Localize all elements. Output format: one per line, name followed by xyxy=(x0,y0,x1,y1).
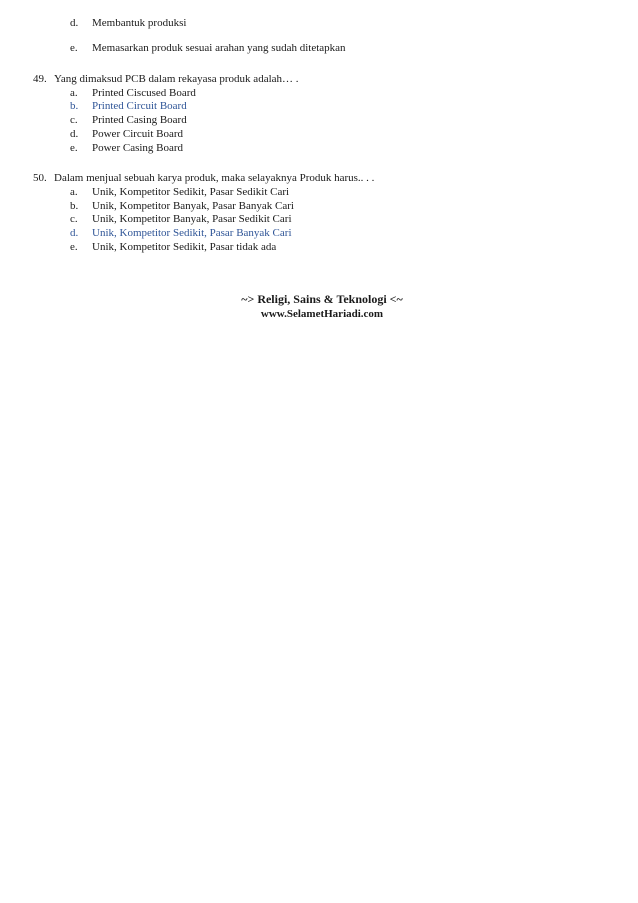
question-text: Yang dimaksud PCB dalam rekayasa produk adalah… . xyxy=(54,73,299,85)
option-text: Memasarkan produk sesuai arahan yang sudah ditetapkan xyxy=(92,42,346,54)
option-letter: a. xyxy=(70,87,78,99)
option-letter: d. xyxy=(70,128,79,140)
option-text: Unik, Kompetitor Sedikit, Pasar tidak ada xyxy=(92,241,277,253)
option-text: Unik, Kompetitor Sedikit, Pasar Sedikit Cari xyxy=(92,186,290,198)
question-number: 50. xyxy=(33,172,47,184)
option-letter: c. xyxy=(70,213,78,225)
option-text: Printed Ciscused Board xyxy=(92,87,196,99)
option-text: Unik, Kompetitor Banyak, Pasar Banyak Cari xyxy=(92,200,294,212)
option-text-correct: Unik, Kompetitor Sedikit, Pasar Banyak Cari xyxy=(92,227,292,239)
option-text: Power Casing Board xyxy=(92,142,184,154)
footer-website: www.SelametHariadi.com xyxy=(260,308,384,320)
option-letter: e. xyxy=(70,42,78,54)
option-letter: e. xyxy=(70,241,78,253)
option-text: Unik, Kompetitor Banyak, Pasar Sedikit Cari xyxy=(92,213,292,225)
option-text-correct: Printed Circuit Board xyxy=(92,100,187,112)
option-letter: e. xyxy=(70,142,78,154)
option-letter: c. xyxy=(70,114,78,126)
option-letter-correct: d. xyxy=(70,227,79,239)
question-text: Dalam menjual sebuah karya produk, maka selayaknya Produk harus.. . . xyxy=(54,172,375,184)
option-letter: d. xyxy=(70,17,79,29)
option-text: Power Circuit Board xyxy=(92,128,184,140)
option-letter: a. xyxy=(70,186,78,198)
footer-tagline: ~> Religi, Sains & Teknologi <~ xyxy=(241,292,403,306)
option-text: Membantuk produksi xyxy=(92,17,187,29)
option-letter-correct: b. xyxy=(70,100,79,112)
option-letter: b. xyxy=(70,200,79,212)
question-number: 49. xyxy=(33,73,47,85)
option-text: Printed Casing Board xyxy=(92,114,187,126)
